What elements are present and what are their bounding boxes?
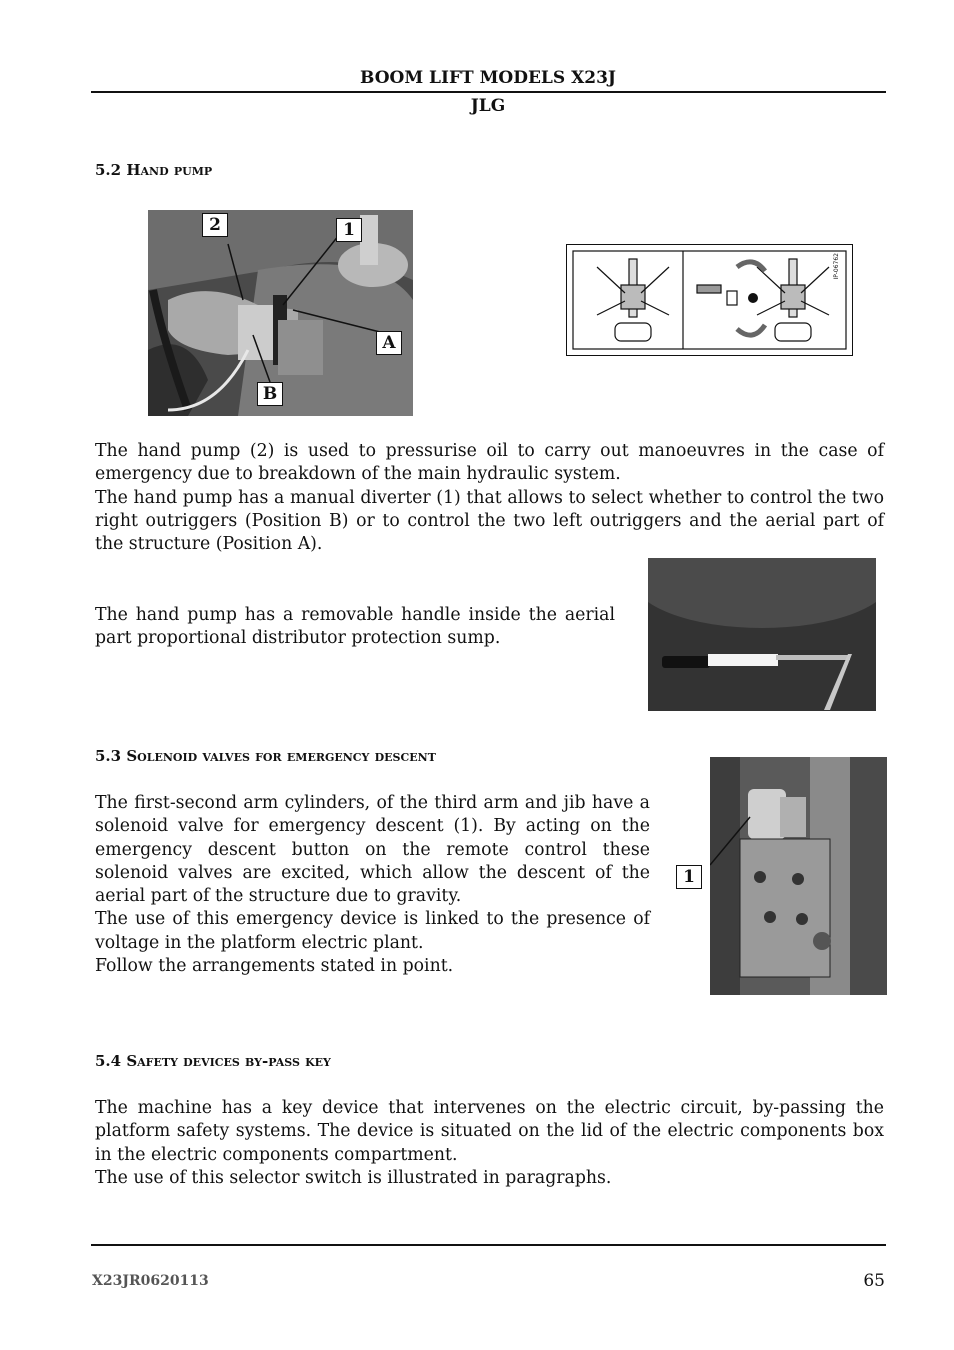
solenoid-valve-photo — [710, 757, 887, 995]
header-title: BOOM LIFT MODELS X23J — [360, 68, 616, 88]
label-solenoid-valve: 1 — [676, 865, 702, 889]
paragraph: The use of this emergency device is linked to the presence of voltage in the platform electric plant. — [95, 909, 650, 953]
section-heading-solenoid-valves: 5.3 Solenoid valves for emergency descent — [95, 747, 436, 765]
page-number: 65 — [863, 1271, 885, 1291]
solenoid-description — [95, 792, 650, 978]
bypass-key-description — [95, 1097, 884, 1190]
paragraph: The first-second arm cylinders, of the third arm and jib have a solenoid valve for emergency descent (1). By acting on the emergency descent button on the remote control these solenoid valves are excited, which allow the descent of the aerial part of the structure due to gravity. — [95, 793, 650, 907]
header-rule — [91, 91, 886, 93]
paragraph: Follow the arrangements stated in point. — [95, 956, 454, 977]
section-heading-hand-pump: 5.2 Hand pump — [95, 161, 213, 179]
handle-description — [95, 604, 615, 651]
paragraph: The hand pump has a removable handle inside the aerial part proportional distributor protection sump. — [95, 605, 615, 649]
label-position-a: A — [376, 331, 402, 355]
removable-handle-illustration — [648, 558, 876, 711]
section-heading-bypass-key: 5.4 Safety devices by-pass key — [95, 1052, 331, 1070]
paragraph: The hand pump has a manual diverter (1) that allows to select whether to control the two right outriggers (Position B) or to control the two left outriggers and the aerial part of the structure (Position A). — [95, 487, 884, 555]
header-brand: JLG — [470, 96, 506, 116]
footer-rule — [91, 1244, 886, 1246]
document-code: X23JR0620113 — [92, 1273, 209, 1289]
removable-handle-photo — [648, 558, 876, 711]
paragraph: The use of this selector switch is illustrated in paragraphs. — [95, 1167, 612, 1188]
decal-code: IP-06762 — [833, 253, 840, 280]
outrigger-decal-illustration — [567, 245, 852, 355]
hand-pump-description — [95, 440, 884, 556]
paragraph: The hand pump (2) is used to pressurise oil to carry out manoeuvres in the case of emergency due to breakdown of the main hydraulic system. — [95, 441, 884, 485]
label-position-b: B — [257, 382, 283, 406]
solenoid-valve-illustration — [710, 757, 887, 995]
label-diverter: 1 — [336, 218, 362, 242]
paragraph: The machine has a key device that intervenes on the electric circuit, by-passing the platform safety systems. The device is situated on the lid of the electric components box in the electric components compartment. — [95, 1098, 884, 1165]
hand-pump-photo — [148, 210, 413, 416]
outrigger-decal — [566, 244, 853, 356]
label-hand-pump: 2 — [202, 213, 228, 237]
